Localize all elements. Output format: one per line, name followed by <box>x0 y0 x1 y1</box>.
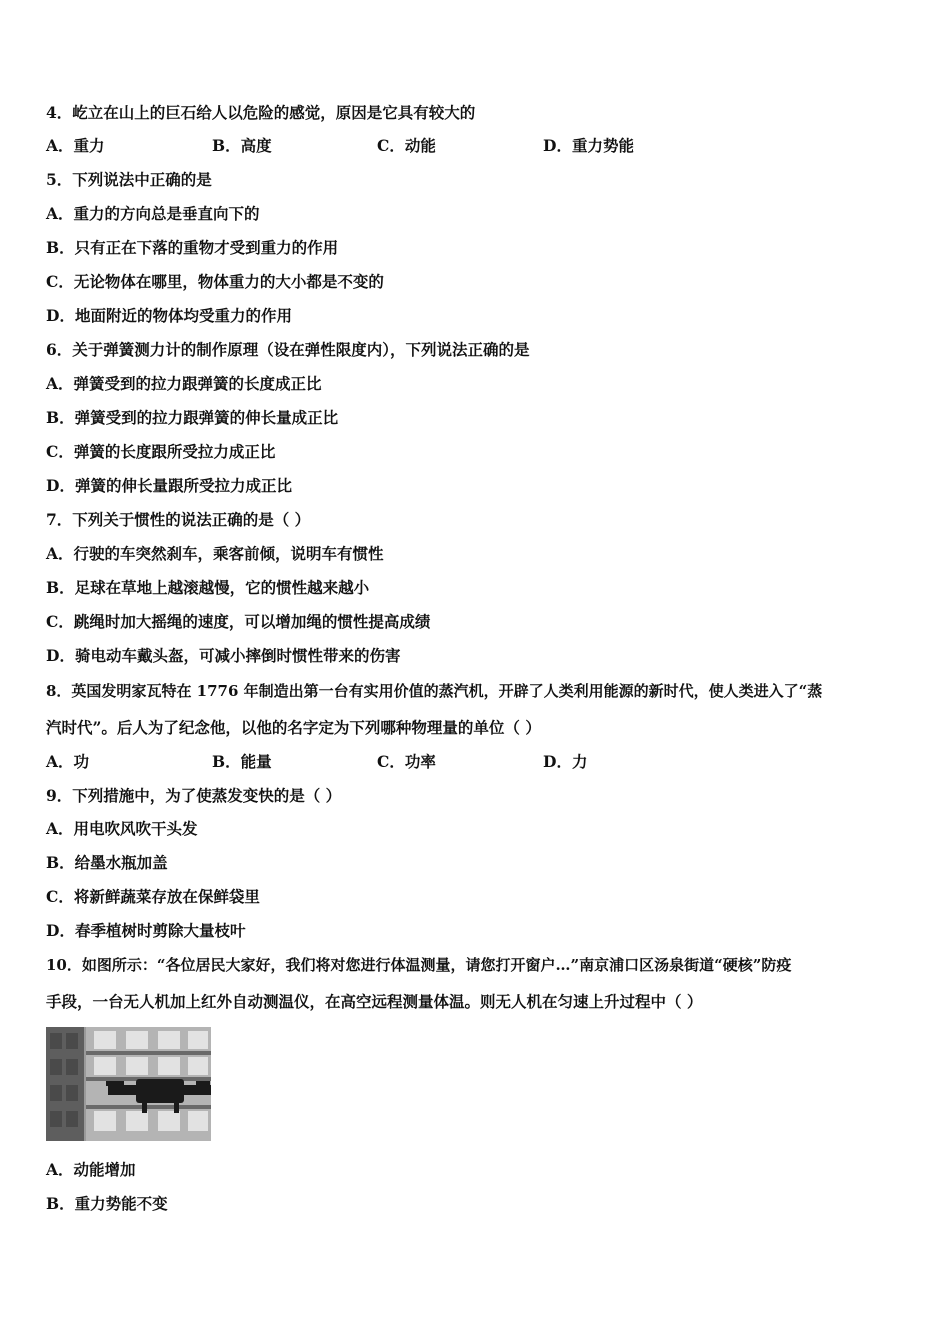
q4-option-c: C．动能 <box>377 136 436 155</box>
q9-option-a: A．用电吹风吹干头发 <box>46 819 198 838</box>
q4-stem: 4．屹立在山上的巨石给人以危险的感觉，原因是它具有较大的 <box>46 103 476 122</box>
q9-stem: 9．下列措施中，为了使蒸发变快的是（ ） <box>46 786 342 805</box>
q6-option-a: A．弹簧受到的拉力跟弹簧的长度成正比 <box>46 374 322 393</box>
q7-option-d: D．骑电动车戴头盔，可减小摔倒时惯性带来的伤害 <box>46 646 401 665</box>
q10-stem-line1: 10．如图所示：“各位居民大家好，我们将对您进行体温测量，请您打开窗户…”南京浦口区汤泉街道“硬核”防疫 <box>46 956 792 974</box>
q8-stem-line2: 汽时代”。后人为了纪念他，以他的名字定为下列哪种物理量的单位（ ） <box>46 718 541 737</box>
q4-option-d: D．重力势能 <box>543 136 634 155</box>
q8-option-c: C．功率 <box>377 752 436 771</box>
q4-option-a: A．重力 <box>46 136 105 155</box>
q5-option-d: D．地面附近的物体均受重力的作用 <box>46 306 292 325</box>
q10-stem-line2: 手段，一台无人机加上红外自动测温仪，在高空远程测量体温。则无人机在匀速上升过程中（ ） <box>46 992 703 1011</box>
q8-option-a: A．功 <box>46 752 90 771</box>
q9-option-c: C．将新鲜蔬菜存放在保鲜袋里 <box>46 887 260 906</box>
q7-option-b: B．足球在草地上越滚越慢，它的惯性越来越小 <box>46 578 370 597</box>
q7-stem: 7．下列关于惯性的说法正确的是（ ） <box>46 510 311 529</box>
q6-stem: 6．关于弹簧测力计的制作原理（设在弹性限度内），下列说法正确的是 <box>46 340 530 359</box>
q5-option-c: C．无论物体在哪里，物体重力的大小都是不变的 <box>46 272 384 291</box>
q6-option-c: C．弹簧的长度跟所受拉力成正比 <box>46 442 276 461</box>
q7-option-c: C．跳绳时加大摇绳的速度，可以增加绳的惯性提高成绩 <box>46 612 431 631</box>
q6-option-d: D．弹簧的伸长量跟所受拉力成正比 <box>46 476 292 495</box>
q8-stem-line1: 8．英国发明家瓦特在 1776 年制造出第一台有实用价值的蒸汽机，开辟了人类利用能源的新时代，使人类进入了“蒸 <box>46 682 823 700</box>
q5-option-a: A．重力的方向总是垂直向下的 <box>46 204 260 223</box>
q5-option-b: B．只有正在下落的重物才受到重力的作用 <box>46 238 339 257</box>
q6-option-b: B．弹簧受到的拉力跟弹簧的伸长量成正比 <box>46 408 339 427</box>
drone-building-photo <box>46 1027 211 1141</box>
q8-option-b: B．能量 <box>212 752 272 771</box>
q4-option-b: B．高度 <box>212 136 272 155</box>
q7-option-a: A．行驶的车突然刹车，乘客前倾，说明车有惯性 <box>46 544 384 563</box>
q10-option-a: A．动能增加 <box>46 1160 136 1179</box>
q9-option-d: D．春季植树时剪除大量枝叶 <box>46 921 246 940</box>
q10-option-b: B．重力势能不变 <box>46 1194 168 1213</box>
q5-stem: 5．下列说法中正确的是 <box>46 170 212 189</box>
q8-option-d: D．力 <box>543 752 588 771</box>
q9-option-b: B．给墨水瓶加盖 <box>46 853 168 872</box>
